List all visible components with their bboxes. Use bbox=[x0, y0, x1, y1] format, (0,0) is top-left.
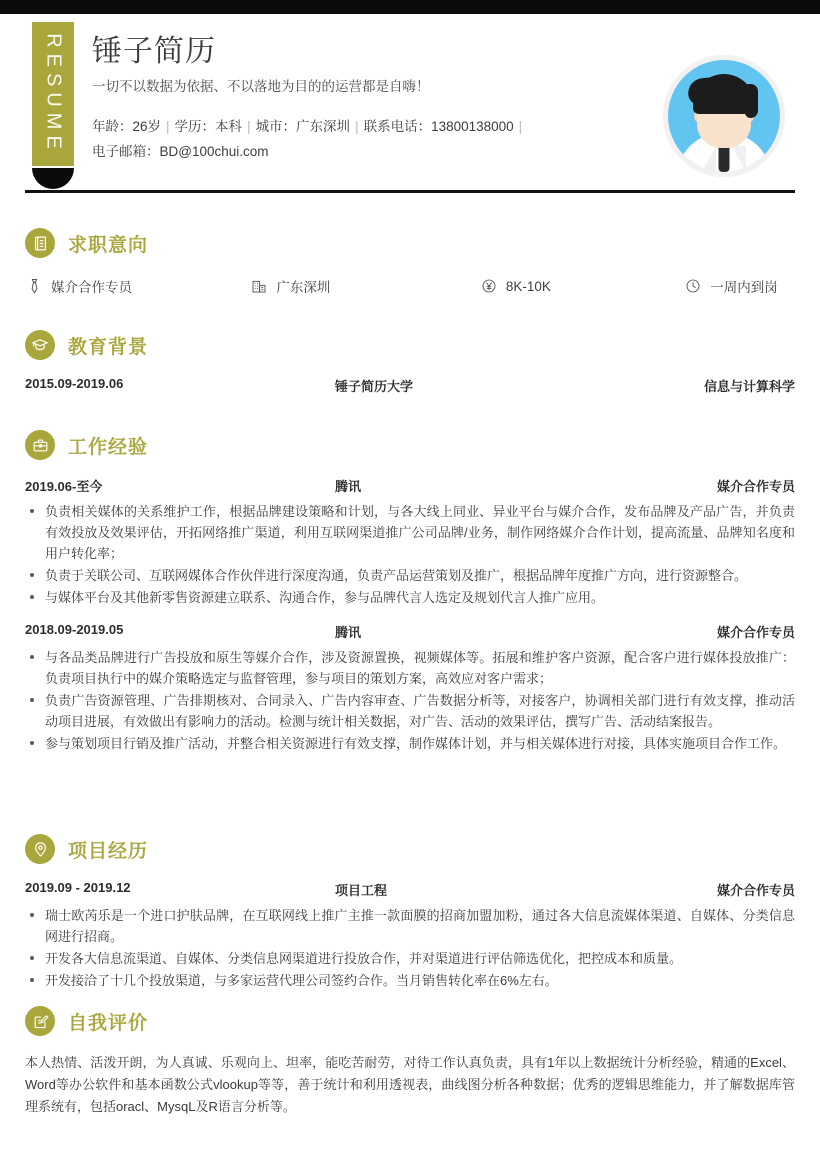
meta-separator-4: | bbox=[518, 119, 523, 134]
necktie-icon bbox=[27, 278, 42, 295]
education-school: 锤子简历大学 bbox=[335, 379, 414, 394]
edit-document-icon bbox=[25, 1006, 55, 1036]
project-entry bbox=[25, 880, 795, 899]
work-entry bbox=[25, 622, 795, 641]
list-item: 开发各大信息流渠道、自媒体、分类信息网渠道进行投放合作，并对渠道进行评估筛选优化，把控成本和质量。 bbox=[25, 948, 795, 969]
intent-availability bbox=[685, 276, 795, 296]
intent-position-label: 媒介合作专员 bbox=[51, 280, 132, 295]
building-icon bbox=[251, 278, 267, 294]
work-role: 媒介合作专员 bbox=[716, 625, 795, 640]
avatar-hair-sweep bbox=[687, 76, 724, 105]
list-item: 负责相关媒体的关系维护工作，根据品牌建设策略和计划，与各大线上同业、异业平台与媒介合作，发布品牌及产品广告，并负责有效投放及效果评估，开拓网络推广渠道，利用互联网渠道推广公司品牌/业务，制作网络媒介合作计划，提高流量、品牌知名度和用户转化率； bbox=[25, 501, 795, 564]
resume-header bbox=[0, 22, 820, 190]
section-header bbox=[25, 1004, 795, 1038]
avatar-collar-left bbox=[702, 146, 716, 172]
candidate-slogan: 一切不以数据为依据、不以落地为目的的运营都是自嗨！ bbox=[92, 79, 430, 94]
work-company: 腾讯 bbox=[335, 479, 362, 494]
document-icon bbox=[25, 228, 55, 258]
intent-salary bbox=[481, 276, 685, 296]
identity-block bbox=[92, 32, 612, 164]
education-period: 2015.09-2019.06 bbox=[25, 376, 124, 391]
work-period: 2019.06-至今 bbox=[25, 479, 103, 494]
list-item: 与媒体平台及其他新零售资源建立联系、沟通合作，参与品牌代言人选定及规划代言人推广应用。 bbox=[25, 587, 795, 608]
list-item: 负责广告资源管理、广告排期核对、合同录入、广告内容审查、广告数据分析等，对接客户，协调相关部门进行有效支撑，推动活动项目进展，有效做出有影响力的活动。检测与统计相关数据，对广告、活动的效果评估，撰写广告、活动结案报告。 bbox=[25, 690, 795, 732]
work-bullets bbox=[25, 501, 795, 608]
section-title: 项目经历 bbox=[68, 840, 149, 862]
intent-position bbox=[27, 276, 251, 296]
avatar-illustration bbox=[668, 60, 780, 172]
self-evaluation-text: 本人热情、活泼开朗，为人真诚、乐观向上、坦率，能吃苦耐劳，对待工作认真负责，具有1年以上数据统计分析经验，精通的Excel、Word等办公软件和基本函数公式vlookup等等，善于统计和利用透视表，曲线图分析各种数据；优秀的逻辑思维能力，并了解数据库管理系统有，包括oracl、MysqL及R语言分析等。 bbox=[25, 1055, 795, 1114]
candidate-name: 锤子简历 bbox=[92, 35, 216, 68]
list-item: 瑞士欧芮乐是一个进口护肤品牌，在互联网线上推广主推一款面膜的招商加盟加粉，通过各大信息流媒体渠道、自媒体、分类信息网进行招商。 bbox=[25, 905, 795, 947]
ribbon-label: RESUME bbox=[42, 33, 65, 155]
section-education bbox=[25, 328, 795, 395]
project-role: 媒介合作专员 bbox=[716, 883, 795, 898]
list-item: 与各品类品牌进行广告投放和原生等媒介合作，涉及资源置换，视频媒体等。拓展和维护客户资源，配合客户进行媒体投放推广：负责项目执行中的媒介策略选定与监督管理，参与项目的策划方案，高效应对客户需求； bbox=[25, 647, 795, 689]
intent-city-label: 广东深圳 bbox=[276, 280, 331, 295]
work-period: 2018.09-2019.05 bbox=[25, 622, 124, 637]
section-title: 自我评价 bbox=[68, 1012, 149, 1034]
project-period: 2019.09 - 2019.12 bbox=[25, 880, 131, 895]
section-job-intent bbox=[25, 226, 795, 296]
list-item: 负责于关联公司、互联网媒体合作伙伴进行深度沟通，负责产品运营策划及推广，根据品牌年度推广方向，进行资源整合。 bbox=[25, 565, 795, 586]
section-title: 工作经验 bbox=[68, 436, 149, 458]
job-intent-row bbox=[25, 276, 795, 296]
top-black-bar bbox=[0, 0, 820, 14]
avatar bbox=[663, 55, 785, 177]
resume-ribbon bbox=[32, 22, 74, 166]
ribbon-bottom-tab bbox=[32, 168, 74, 189]
section-title: 求职意向 bbox=[68, 234, 149, 256]
work-entry bbox=[25, 476, 795, 495]
project-bullets bbox=[25, 905, 795, 991]
intent-availability-label: 一周内到岗 bbox=[710, 280, 778, 295]
meta-email: 电子邮箱：BD@100chui.com bbox=[92, 144, 269, 159]
section-header bbox=[25, 832, 795, 866]
section-header bbox=[25, 328, 795, 362]
meta-separator-3: | bbox=[355, 119, 359, 134]
section-title: 教育背景 bbox=[68, 336, 149, 358]
meta-separator-1: | bbox=[166, 119, 170, 134]
avatar-collar-right bbox=[732, 146, 746, 172]
section-header bbox=[25, 428, 795, 462]
work-company: 腾讯 bbox=[335, 625, 362, 640]
graduation-cap-icon bbox=[25, 330, 55, 360]
contact-meta bbox=[92, 114, 612, 164]
meta-separator-2: | bbox=[247, 119, 251, 134]
education-major: 信息与计算科学 bbox=[703, 379, 795, 394]
work-bullets bbox=[25, 647, 795, 754]
meta-city: 城市：广东深圳 bbox=[255, 119, 351, 134]
section-project-experience bbox=[25, 832, 795, 992]
section-header bbox=[25, 226, 795, 260]
yen-icon bbox=[481, 278, 497, 294]
list-item: 参与策划项目行销及推广活动，并整合相关资源进行有效支撑，制作媒体计划，并与相关媒体进行对接，具体实施项目合作工作。 bbox=[25, 733, 795, 754]
education-entry bbox=[25, 376, 795, 395]
intent-salary-label: 8K-10K bbox=[505, 278, 551, 294]
section-self-evaluation bbox=[25, 1004, 795, 1118]
briefcase-icon bbox=[25, 430, 55, 460]
work-role: 媒介合作专员 bbox=[716, 479, 795, 494]
meta-education: 学历：本科 bbox=[174, 119, 243, 134]
project-name: 项目工程 bbox=[335, 883, 388, 898]
intent-city bbox=[251, 276, 480, 296]
header-divider bbox=[25, 190, 795, 193]
list-item: 开发接洽了十几个投放渠道，与多家运营代理公司签约合作。当月销售转化率在6%左右。 bbox=[25, 970, 795, 991]
avatar-hair-side bbox=[745, 84, 758, 118]
section-work-experience bbox=[25, 428, 795, 755]
clock-icon bbox=[685, 278, 701, 294]
meta-phone: 联系电话：13800138000 bbox=[363, 119, 514, 134]
meta-age: 年龄：26岁 bbox=[92, 119, 162, 134]
location-pin-icon bbox=[25, 834, 55, 864]
